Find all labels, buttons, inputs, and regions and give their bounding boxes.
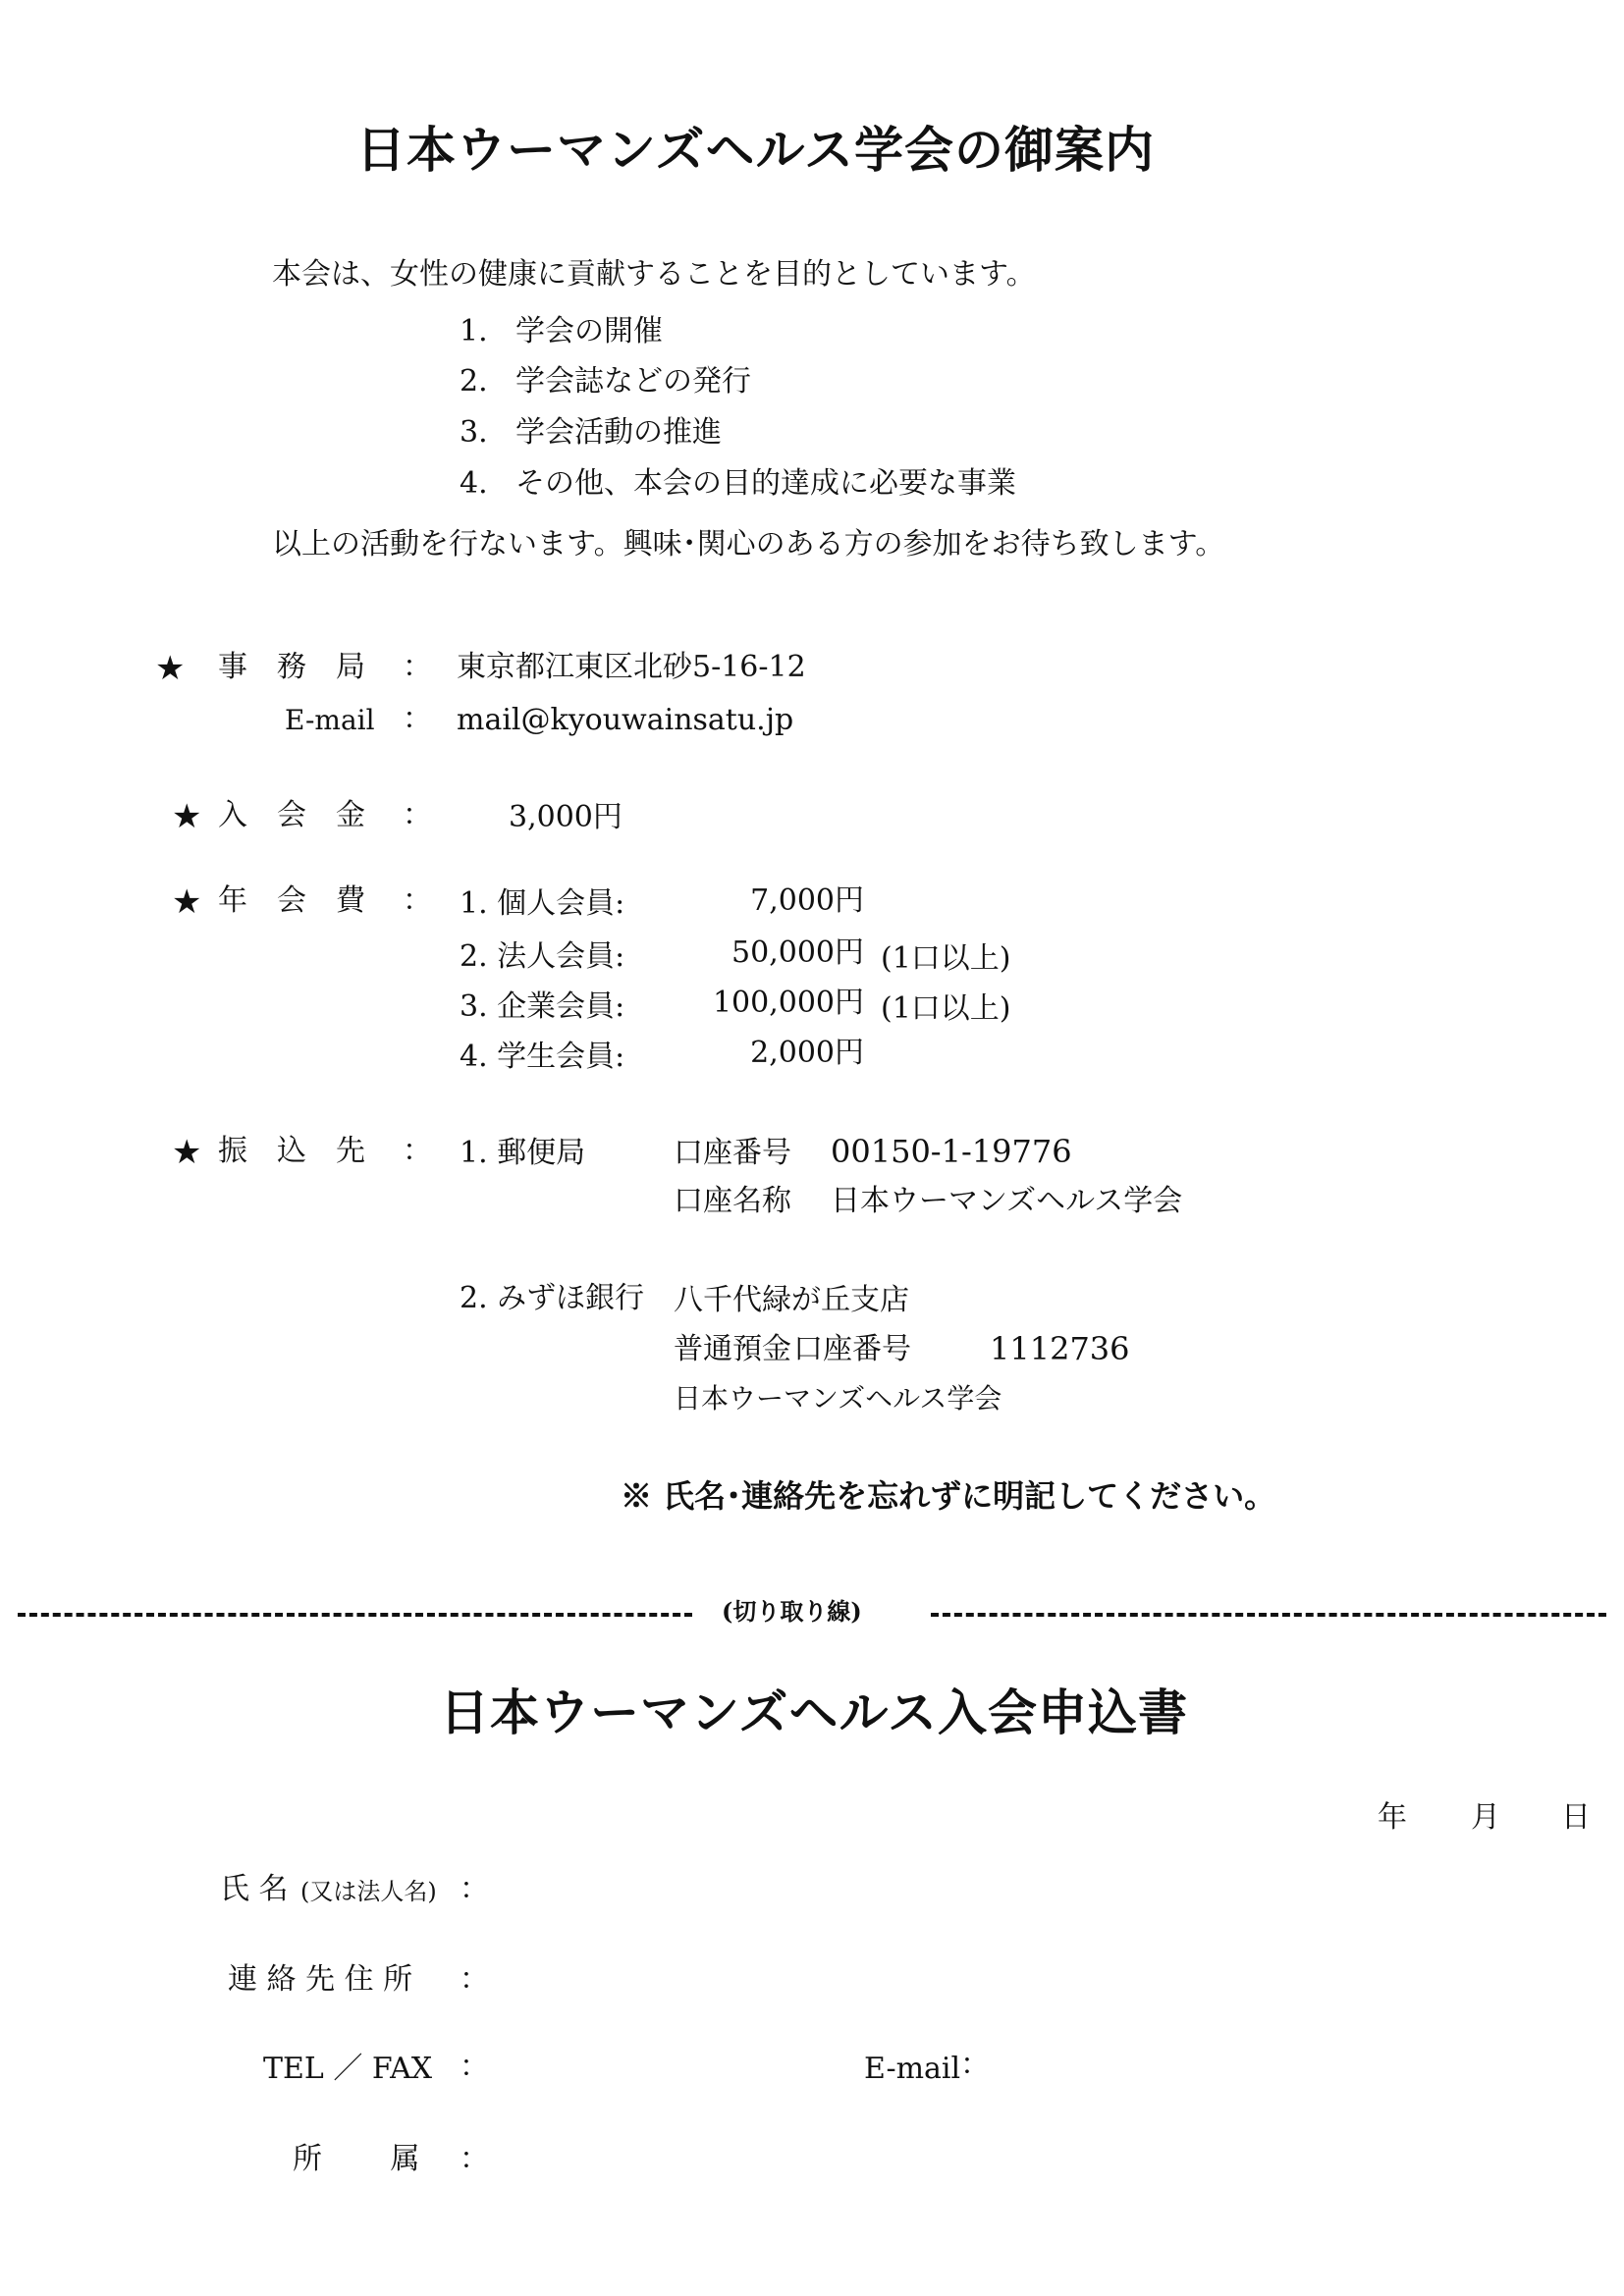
tel-fax-field-label: TEL ／ FAX bbox=[263, 2052, 433, 2086]
annual-fee-item-amount: 100,000円 bbox=[712, 986, 864, 1020]
activity-text: 学会誌などの発行 bbox=[515, 364, 751, 399]
office-email-colon: ： bbox=[403, 702, 432, 736]
address-field-colon: ： bbox=[460, 1962, 489, 1997]
office-colon: ： bbox=[403, 650, 432, 684]
office-email: mail@kyouwainsatu.jp bbox=[457, 703, 794, 737]
activity-text: 学会活動の推進 bbox=[515, 415, 722, 450]
star-icon: ★ bbox=[172, 797, 202, 836]
activity-number: 1. bbox=[460, 314, 488, 348]
annual-fee-item-amount: 2,000円 bbox=[750, 1036, 864, 1070]
annual-fee-item-label: 3. 企業会員: bbox=[460, 989, 625, 1024]
annual-fee-item-amount: 50,000円 bbox=[731, 935, 864, 970]
date-day: 日 bbox=[1561, 1800, 1591, 1835]
entrance-fee-value: 3,000円 bbox=[509, 800, 623, 834]
bank-branch: 八千代緑が丘支店 bbox=[674, 1283, 909, 1317]
office-email-label: E-mail bbox=[285, 704, 375, 736]
postal-account-name-key: 口座名称 bbox=[674, 1184, 791, 1218]
entrance-fee-colon: ： bbox=[403, 798, 432, 832]
activity-text: その他、本会の目的達成に必要な事業 bbox=[515, 466, 1016, 501]
star-icon: ★ bbox=[155, 649, 186, 688]
annual-fee-colon: ： bbox=[403, 883, 432, 918]
annual-fee-item-label: 1. 個人会員: bbox=[460, 886, 625, 921]
bank-label: 2. みずほ銀行 bbox=[460, 1281, 645, 1315]
transfer-label: 振 込 先 bbox=[218, 1134, 365, 1168]
tel-fax-field-colon: ： bbox=[460, 2050, 489, 2084]
activity-number: 2. bbox=[460, 364, 488, 399]
annual-fee-item-amount: 7,000円 bbox=[750, 883, 864, 918]
activity-number: 3. bbox=[460, 415, 488, 450]
bank-account-number-key: 口座番号 bbox=[793, 1332, 911, 1366]
entrance-fee-label: 入 会 金 bbox=[218, 798, 365, 832]
activity-text: 学会の開催 bbox=[515, 314, 663, 348]
address-field-label: 連 絡 先 住 所 bbox=[228, 1962, 413, 1997]
annual-fee-label: 年 会 費 bbox=[218, 883, 365, 918]
annual-fee-item-note: (1口以上) bbox=[881, 991, 1011, 1026]
star-icon: ★ bbox=[172, 882, 202, 922]
postal-label: 1. 郵便局 bbox=[460, 1136, 586, 1170]
office-address: 東京都江東区北砂5-16-12 bbox=[457, 650, 806, 684]
postal-account-number: 00150-1-19776 bbox=[831, 1133, 1072, 1170]
transfer-colon: ： bbox=[403, 1134, 432, 1168]
guide-title: 日本ウーマンズヘルス学会の御案内 bbox=[356, 121, 1155, 179]
annual-fee-item-label: 2. 法人会員: bbox=[460, 939, 625, 974]
form-title: 日本ウーマンズヘルス入会申込書 bbox=[440, 1683, 1188, 1741]
annual-fee-item-label: 4. 学生会員: bbox=[460, 1040, 625, 1074]
annual-fee-item-note: (1口以上) bbox=[881, 941, 1011, 976]
email-field-label: E-mail bbox=[864, 2052, 961, 2086]
notice-text: ※ 氏名･連絡先を忘れずに明記してください。 bbox=[621, 1477, 1276, 1515]
bank-account-name: 日本ウーマンズヘルス学会 bbox=[674, 1382, 1002, 1415]
office-label: 事 務 局 bbox=[218, 650, 365, 684]
name-field-label: 氏 名 bbox=[220, 1872, 289, 1906]
name-field-sublabel: (又は法人名) bbox=[300, 1878, 437, 1905]
postal-account-number-key: 口座番号 bbox=[674, 1136, 791, 1170]
star-icon: ★ bbox=[172, 1133, 202, 1172]
bank-account-type: 普通預金 bbox=[674, 1332, 791, 1366]
date-year: 年 bbox=[1378, 1800, 1407, 1835]
cut-line-label: (切り取り線) bbox=[722, 1597, 862, 1626]
cut-line-left bbox=[18, 1613, 692, 1617]
cut-line-right bbox=[931, 1613, 1606, 1617]
guide-intro: 本会は、女性の健康に貢献することを目的としています。 bbox=[272, 257, 1036, 292]
bank-account-number: 1112736 bbox=[990, 1330, 1130, 1367]
postal-account-name: 日本ウーマンズヘルス学会 bbox=[831, 1184, 1183, 1218]
date-month: 月 bbox=[1471, 1800, 1500, 1835]
email-field-colon: ： bbox=[960, 2048, 990, 2082]
affiliation-field-label: 所 属 bbox=[293, 2142, 420, 2176]
name-field-colon: ： bbox=[460, 1872, 489, 1906]
activity-number: 4. bbox=[460, 466, 488, 501]
affiliation-field-colon: ： bbox=[460, 2142, 489, 2176]
guide-closing: 以上の活動を行ないます。興味･関心のある方の参加をお待ち致します。 bbox=[272, 527, 1225, 561]
